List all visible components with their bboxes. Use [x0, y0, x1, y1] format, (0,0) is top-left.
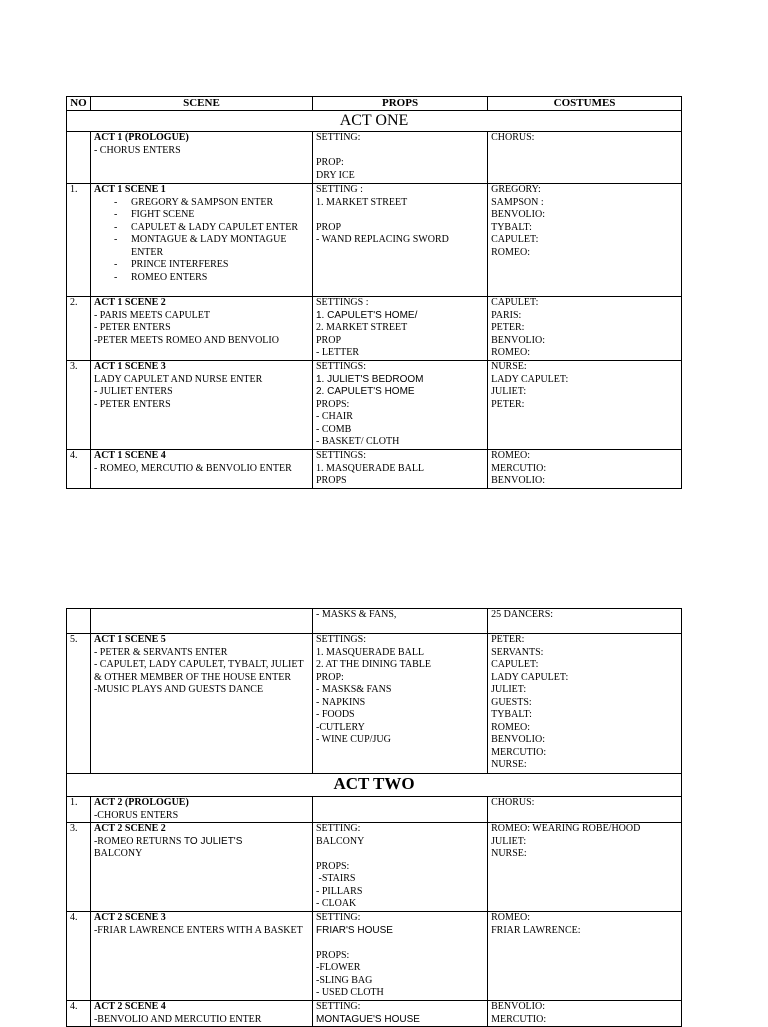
costume-line: MERCUTIO: [491, 462, 547, 474]
costume-line: BENVOLIO: [491, 1001, 545, 1012]
cell-props [312, 1001, 487, 1027]
cell-costumes [488, 1001, 682, 1027]
prop-line: - MASKS& FANS [315, 684, 392, 695]
cell-no: 2. [67, 297, 91, 361]
scene-bullet: - FIGHT SCENE [94, 209, 309, 222]
cell-no: 5. [67, 634, 91, 774]
act-one-heading: ACT ONE [67, 111, 682, 132]
costume-line: SERVANTS: [491, 646, 544, 658]
scene-title: ACT 2 SCENE 4 [93, 1001, 166, 1012]
header-props: PROPS [312, 97, 487, 111]
prop-line: 1. MASQUERADE BALL [315, 646, 425, 658]
costume-line: JULIET: [491, 835, 527, 847]
cell-props [312, 361, 487, 450]
costume-line: PETER: [491, 322, 525, 333]
prop-line: -CUTLERY [315, 721, 365, 733]
scene-line: -MUSIC PLAYS AND GUESTS DANCE [93, 684, 264, 695]
scene-title: ACT 1 (PROLOGUE) [93, 132, 189, 143]
scene-line: LADY CAPULET AND NURSE ENTER [93, 373, 263, 385]
costume-line: TYBALT: [491, 221, 532, 233]
prop-line: -FLOWER [315, 962, 361, 973]
costume-line: CAPULET: [491, 234, 539, 245]
table-row [67, 361, 682, 450]
header-no: NO [67, 97, 91, 111]
costume-line: FRIAR LAWRENCE: [491, 924, 581, 936]
scene-line: - PARIS MEETS CAPULET [93, 309, 211, 321]
prop-line: SETTINGS: [315, 634, 366, 645]
cell-scene [90, 634, 312, 774]
prop-line: BALCONY [315, 835, 365, 847]
costume-line: BENVOLIO: [491, 334, 545, 346]
costume-line: ROMEO: [491, 450, 530, 461]
cell-props [312, 450, 487, 489]
table-row [67, 1001, 682, 1027]
scene-line: - ROMEO, MERCUTIO & BENVOLIO ENTER [93, 462, 292, 474]
cell-costumes [488, 132, 682, 184]
costume-line: CHORUS: [491, 132, 535, 143]
cell-costumes [488, 184, 682, 297]
cell-scene [90, 361, 312, 450]
prop-line: - BASKET/ CLOTH [315, 436, 400, 447]
cell-no: 4. [67, 1001, 91, 1027]
scene-title: ACT 2 SCENE 2 [93, 823, 166, 834]
cell-no: 3. [67, 361, 91, 450]
costume-line: BENVOLIO: [491, 734, 545, 745]
scene-line [94, 848, 309, 861]
prop-line: - CLOAK [315, 898, 357, 909]
scene-line: - JULIET ENTERS [93, 386, 173, 397]
scene-line: - PETER ENTERS [93, 398, 171, 410]
scene-bullet: - MONTAGUE & LADY MONTAGUE ENTER [94, 234, 309, 259]
prop-line: SETTINGS : [315, 297, 369, 308]
costume-line: NURSE: [491, 361, 527, 372]
table-row [67, 634, 682, 774]
prop-line: SETTINGS: [315, 450, 366, 461]
prop-line [316, 209, 484, 222]
scene-line: -FRIAR LAWRENCE ENTERS WITH A BASKET [93, 924, 303, 936]
cell-scene [90, 297, 312, 361]
cell-scene [90, 609, 312, 634]
scene-line [94, 836, 309, 849]
header-costumes: COSTUMES [488, 97, 682, 111]
cell-costumes [488, 634, 682, 774]
prop-line: - LETTER [315, 347, 360, 358]
scene-title: ACT 2 SCENE 3 [93, 912, 166, 923]
prop-line: SETTING: [315, 823, 361, 834]
costume-line: BENVOLIO: [491, 209, 545, 220]
prop-line: PROPS [315, 475, 347, 486]
act-two-row [67, 774, 682, 797]
cell-scene [90, 132, 312, 184]
costume-line: JULIET: [491, 386, 527, 397]
prop-line: MONTAGUE'S HOUSE [315, 1013, 420, 1025]
costume-line: GUESTS: [491, 696, 532, 708]
cell-no: 4. [67, 912, 91, 1001]
prop-line: PROP [315, 221, 341, 233]
prop-line: PROPS: [315, 860, 350, 872]
cell-costumes [488, 823, 682, 912]
costume-line: JULIET: [491, 684, 527, 695]
scene-line: -PETER MEETS ROMEO AND BENVOLIO [93, 334, 279, 346]
cell-costumes [488, 297, 682, 361]
cell-no: 1. [67, 797, 91, 823]
costume-line: PETER: [491, 634, 525, 645]
prop-line: - PILLARS [315, 885, 363, 897]
costume-line: BENVOLIO: [491, 475, 545, 486]
costume-line: MERCUTIO: [491, 746, 547, 758]
scene-title: ACT 2 (PROLOGUE) [93, 797, 189, 808]
scene-bullet: - CAPULET & LADY CAPULET ENTER [94, 222, 309, 235]
prop-line: PROP [315, 334, 341, 346]
cell-props [312, 797, 487, 823]
cell-props [312, 132, 487, 184]
prop-line: 1. JULIET'S BEDROOM [315, 373, 424, 385]
scene-line: - CAPULET, LADY CAPULET, TYBALT, JULIET & OTHER MEMBER OF THE HOUSE ENTER [93, 659, 306, 683]
cell-props [312, 297, 487, 361]
scene-line-part: BALCONY [93, 848, 143, 859]
scene-bullet: - ROMEO ENTERS [94, 272, 309, 285]
scene-line: - CHORUS ENTERS [93, 144, 181, 156]
prop-line: FRIAR'S HOUSE [315, 924, 393, 936]
act-two-heading: ACT TWO [67, 774, 682, 797]
prop-line: DRY ICE [315, 169, 355, 181]
cell-scene [90, 912, 312, 1001]
table-row [67, 912, 682, 1001]
cell-props [312, 184, 487, 297]
cell-props [312, 823, 487, 912]
act-one-row [67, 111, 682, 132]
scene-title: ACT 1 SCENE 4 [93, 450, 166, 461]
scene-line: - PETER ENTERS [93, 322, 171, 333]
cell-scene [90, 823, 312, 912]
prop-line: - WINE CUP/JUG [315, 734, 391, 745]
scene-line: -BENVOLIO AND MERCUTIO ENTER [93, 1013, 262, 1025]
costume-line: CAPULET: [491, 297, 539, 308]
header-scene: SCENE [90, 97, 312, 111]
cell-costumes [488, 450, 682, 489]
cell-props: - MASKS & FANS, [312, 609, 487, 634]
scene-bullet: - GREGORY & SAMPSON ENTER [94, 197, 309, 210]
cell-props [312, 912, 487, 1001]
prop-line: 2. AT THE DINING TABLE [315, 659, 432, 670]
cell-scene [90, 1001, 312, 1027]
cell-costumes: 25 DANCERS: [488, 609, 682, 634]
table-row [67, 823, 682, 912]
prop-line: PROPS: [315, 398, 350, 410]
prop-line: SETTING : [315, 184, 363, 195]
prop-line: -SLING BAG [315, 974, 373, 986]
prop-line: PROP: [315, 671, 344, 683]
prop-line: 1. MASQUERADE BALL [315, 462, 425, 474]
prop-line: PROPS: [315, 949, 350, 961]
prop-line [316, 848, 484, 861]
table-row [67, 132, 682, 184]
cell-costumes [488, 797, 682, 823]
prop-line: - COMB [315, 423, 352, 435]
cell-scene [90, 797, 312, 823]
cell-no: 1. [67, 184, 91, 297]
table-row [67, 184, 682, 297]
prop-line [316, 937, 484, 950]
scene-title: ACT 1 SCENE 2 [93, 297, 166, 308]
cell-costumes [488, 361, 682, 450]
scene-line: - PETER & SERVANTS ENTER [93, 646, 228, 658]
scene-line-part: -ROMEO RETURNS [93, 835, 184, 847]
table-row [67, 797, 682, 823]
costume-line: ROMEO: WEARING ROBE/HOOD [491, 823, 641, 834]
costume-line: LADY CAPULET: [491, 373, 569, 385]
costume-line: ROMEO: [491, 721, 530, 733]
prop-line: SETTING: [315, 132, 361, 143]
costume-line: TYBALT: [491, 709, 532, 720]
prop-line: SETTING: [315, 912, 361, 923]
prop-line: 2. MARKET STREET [315, 322, 408, 333]
scene-bullet: - PRINCE INTERFERES [94, 259, 309, 272]
scene-title: ACT 1 SCENE 1 [93, 184, 166, 195]
cell-no: 4. [67, 450, 91, 489]
cell-scene [90, 184, 312, 297]
costume-line: PARIS: [491, 309, 522, 321]
table-row [67, 450, 682, 489]
prop-line: SETTINGS: [315, 361, 366, 372]
prop-line: - CHAIR [315, 411, 353, 422]
costume-line: SAMPSON : [491, 196, 544, 208]
scene-title: ACT 1 SCENE 5 [93, 634, 166, 645]
scene-title: ACT 1 SCENE 3 [93, 361, 166, 372]
header-row [67, 97, 682, 111]
costume-line: ROMEO: [491, 246, 530, 258]
cell-no: 3. [67, 823, 91, 912]
cell-props [312, 634, 487, 774]
prop-line: 2. CAPULET'S HOME [315, 386, 415, 397]
costume-line: ROMEO: [491, 912, 530, 923]
costume-line: CHORUS: [491, 797, 535, 808]
prop-line [316, 145, 484, 158]
costume-line: LADY CAPULET: [491, 671, 569, 683]
prop-line: - USED CLOTH [315, 987, 384, 998]
costume-line: NURSE: [491, 759, 527, 770]
prop-line: 1. MARKET STREET [315, 196, 408, 208]
costume-line: ROMEO: [491, 347, 530, 358]
prop-line: 1. CAPULET'S HOME/ [315, 309, 418, 321]
cell-no [67, 609, 91, 634]
cell-costumes [488, 912, 682, 1001]
cell-no [67, 132, 91, 184]
continuation-row [67, 609, 682, 634]
costume-line: NURSE: [491, 848, 527, 859]
production-table-page-1 [66, 96, 682, 489]
costume-line: PETER: [491, 398, 525, 410]
scene-line-part: TO JULIET'S [183, 835, 243, 847]
prop-line: - NAPKINS [315, 696, 366, 708]
costume-line: MERCUTIO: [491, 1013, 547, 1025]
prop-line: PROP: [315, 157, 344, 168]
costume-line: GREGORY: [491, 184, 541, 195]
cell-scene [90, 450, 312, 489]
prop-line: SETTING: [315, 1001, 361, 1012]
prop-line: -STAIRS [315, 873, 356, 884]
prop-line: - WAND REPLACING SWORD [315, 234, 449, 245]
prop-line: - FOODS [315, 709, 355, 720]
table-row [67, 297, 682, 361]
costume-line: CAPULET: [491, 659, 539, 670]
scene-line: -CHORUS ENTERS [93, 809, 179, 821]
production-table-page-2 [66, 608, 682, 1027]
